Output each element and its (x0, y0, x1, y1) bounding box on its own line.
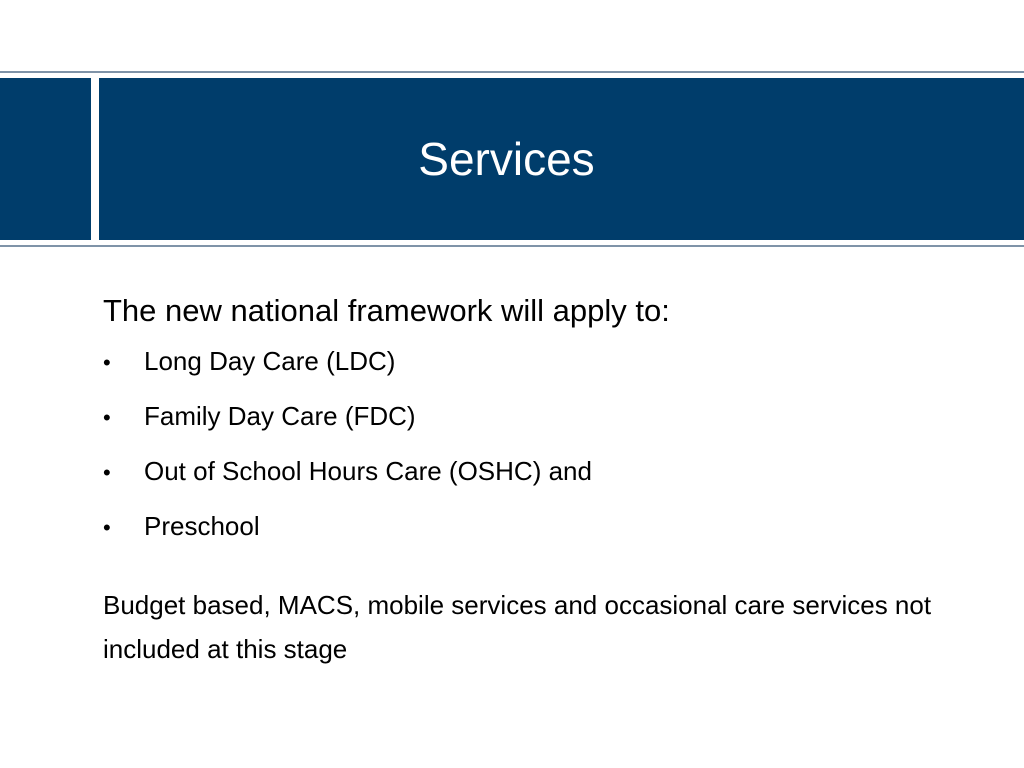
bullet-icon: • (103, 515, 111, 540)
list-item-label: Out of School Hours Care (OSHC) and (144, 456, 592, 486)
title-banner (99, 78, 1024, 240)
service-list (103, 344, 963, 545)
header-top-rule (0, 71, 1024, 73)
list-item-label: Family Day Care (FDC) (144, 401, 416, 431)
list-item (103, 399, 963, 435)
list-item (103, 344, 963, 380)
intro-text: The new national framework will apply to: (103, 293, 670, 328)
list-item (103, 509, 963, 545)
slide-body (103, 290, 963, 671)
slide-title: Services (418, 133, 595, 185)
header-bottom-rule (0, 245, 1024, 247)
list-item-label: Preschool (144, 511, 260, 541)
exclusion-note: Budget based, MACS, mobile services and occasional care services not included at this stage (103, 590, 932, 664)
list-item (103, 454, 963, 490)
bullet-icon: • (103, 405, 111, 430)
bullet-icon: • (103, 460, 111, 485)
banner-left-block (0, 78, 91, 240)
bullet-icon: • (103, 350, 111, 375)
list-item-label: Long Day Care (LDC) (144, 346, 396, 376)
